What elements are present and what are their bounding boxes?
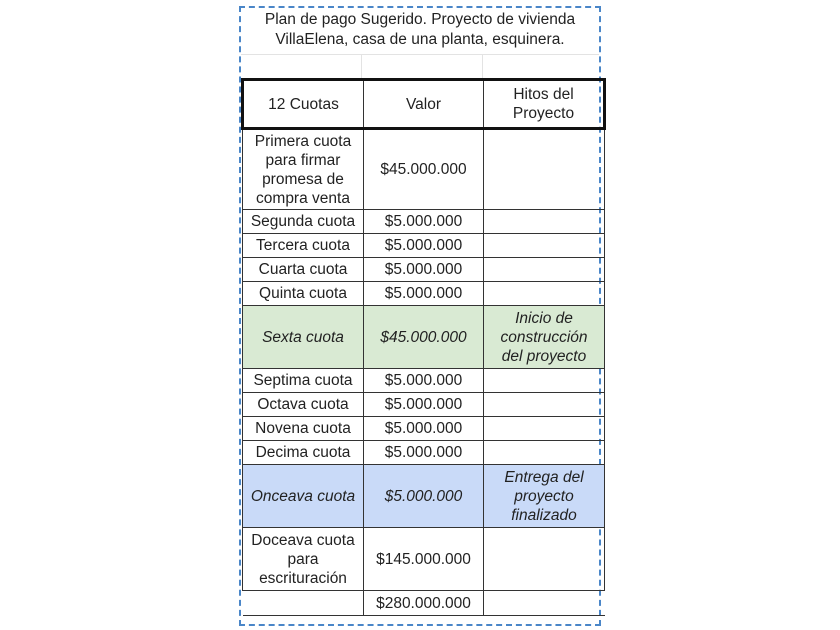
hito-cell[interactable]: Inicio de construcción del proyecto bbox=[484, 306, 605, 369]
total-hito-cell[interactable] bbox=[484, 591, 605, 616]
cuota-cell[interactable]: Tercera cuota bbox=[243, 234, 364, 258]
valor-cell[interactable]: $5.000.000 bbox=[364, 393, 484, 417]
hito-cell[interactable] bbox=[484, 234, 605, 258]
hito-cell[interactable] bbox=[484, 441, 605, 465]
valor-cell[interactable]: $145.000.000 bbox=[364, 528, 484, 591]
spreadsheet-selection[interactable] bbox=[239, 6, 601, 626]
cuota-cell[interactable]: Sexta cuota bbox=[243, 306, 364, 369]
valor-cell[interactable]: $5.000.000 bbox=[364, 258, 484, 282]
table-row-highlighted bbox=[243, 465, 605, 528]
hito-cell[interactable] bbox=[484, 417, 605, 441]
cuota-cell[interactable]: Quinta cuota bbox=[243, 282, 364, 306]
hito-cell[interactable] bbox=[484, 258, 605, 282]
table-title: Plan de pago Sugerido. Proyecto de vivienda VillaElena, casa de una planta, esquinera. bbox=[264, 11, 576, 48]
header-hitos[interactable]: Hitos del Proyecto bbox=[484, 80, 605, 129]
valor-cell[interactable]: $45.000.000 bbox=[364, 306, 484, 369]
cuota-cell[interactable]: Primera cuota para firmar promesa de compra venta bbox=[243, 129, 364, 210]
table-row bbox=[243, 210, 605, 234]
hito-cell[interactable]: Entrega del proyecto finalizado bbox=[484, 465, 605, 528]
total-row bbox=[243, 591, 605, 616]
cuota-cell[interactable]: Cuarta cuota bbox=[243, 258, 364, 282]
table-row bbox=[243, 393, 605, 417]
valor-cell[interactable]: $5.000.000 bbox=[364, 465, 484, 528]
payment-plan-table bbox=[241, 78, 606, 616]
table-row bbox=[243, 129, 605, 210]
total-label-cell[interactable] bbox=[243, 591, 364, 616]
cuota-cell[interactable]: Novena cuota bbox=[243, 417, 364, 441]
blank-cell bbox=[241, 55, 362, 79]
hito-cell[interactable] bbox=[484, 282, 605, 306]
header-cuotas[interactable]: 12 Cuotas bbox=[243, 80, 364, 129]
table-row bbox=[243, 369, 605, 393]
total-value[interactable]: $280.000.000 bbox=[364, 591, 484, 616]
header-valor[interactable]: Valor bbox=[364, 80, 484, 129]
hito-cell[interactable] bbox=[484, 369, 605, 393]
cuota-cell[interactable]: Octava cuota bbox=[243, 393, 364, 417]
blank-cell bbox=[362, 55, 483, 79]
valor-cell[interactable]: $5.000.000 bbox=[364, 417, 484, 441]
table-row-highlighted bbox=[243, 306, 605, 369]
hito-cell[interactable] bbox=[484, 129, 605, 210]
valor-cell[interactable]: $45.000.000 bbox=[364, 129, 484, 210]
valor-cell[interactable]: $5.000.000 bbox=[364, 282, 484, 306]
cuota-cell[interactable]: Segunda cuota bbox=[243, 210, 364, 234]
hito-cell[interactable] bbox=[484, 528, 605, 591]
header-row bbox=[243, 80, 605, 129]
table-row bbox=[243, 234, 605, 258]
valor-cell[interactable]: $5.000.000 bbox=[364, 441, 484, 465]
cuota-cell[interactable]: Decima cuota bbox=[243, 441, 364, 465]
blank-row bbox=[241, 54, 599, 79]
valor-cell[interactable]: $5.000.000 bbox=[364, 210, 484, 234]
valor-cell[interactable]: $5.000.000 bbox=[364, 234, 484, 258]
hito-cell[interactable] bbox=[484, 210, 605, 234]
valor-cell[interactable]: $5.000.000 bbox=[364, 369, 484, 393]
cuota-cell[interactable]: Onceava cuota bbox=[243, 465, 364, 528]
table-row bbox=[243, 417, 605, 441]
table-row bbox=[243, 441, 605, 465]
cuota-cell[interactable]: Doceava cuota para escrituración bbox=[243, 528, 364, 591]
hito-cell[interactable] bbox=[484, 393, 605, 417]
table-row bbox=[243, 258, 605, 282]
table-row bbox=[243, 282, 605, 306]
table-row bbox=[243, 528, 605, 591]
cuota-cell[interactable]: Septima cuota bbox=[243, 369, 364, 393]
